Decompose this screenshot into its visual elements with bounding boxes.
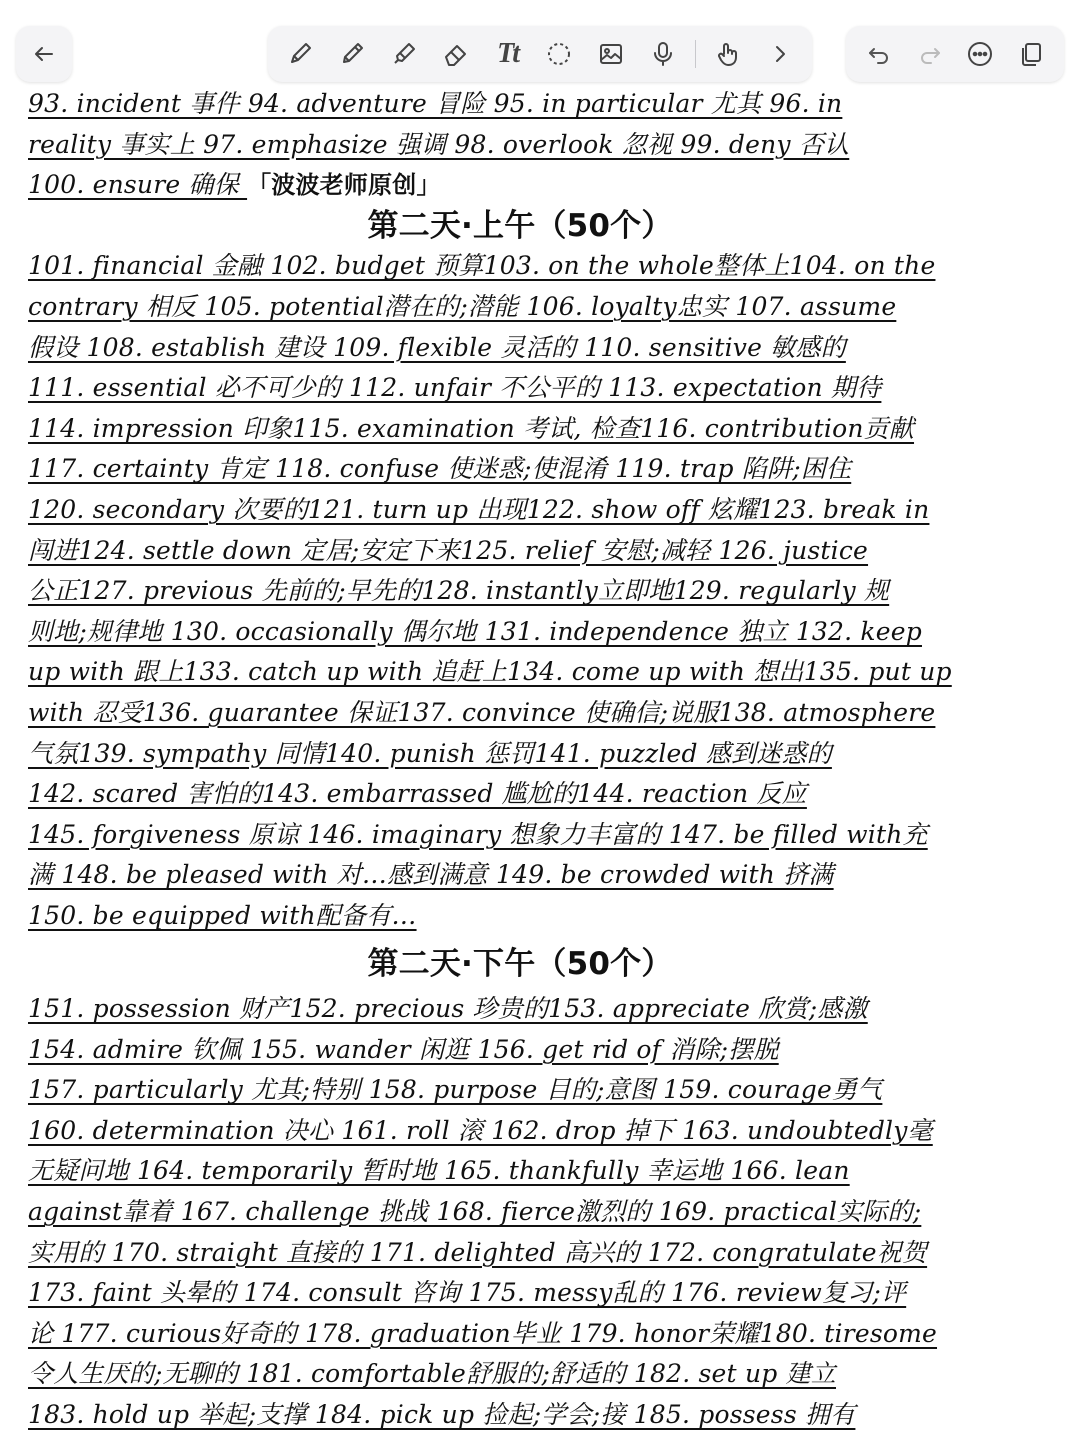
note-line: 183. hold up 举起;支撑 184. pick up 捡起;学会;接 185. possess 拥有 <box>28 1400 856 1429</box>
note-line: 114. impression 印象115. examination 考试, 检查116. contribution贡献 <box>28 413 915 443</box>
chevron-right-icon[interactable] <box>760 34 800 74</box>
note-line: contrary 相反 105. potential潜在的;潜能 106. loyalty忠实 107. assume <box>28 291 897 321</box>
lasso-icon[interactable] <box>539 34 579 74</box>
note-line: 论 177. curious好奇的 178. graduation毕业 179. honor荣耀180. tiresome <box>28 1318 938 1348</box>
note-line: 公正127. previous 先前的;早先的128. instantly立即地129. regularly 规 <box>28 576 890 606</box>
pencil-icon[interactable] <box>332 34 372 74</box>
note-line: 150. be equipped with配备有… <box>28 900 417 930</box>
pages-icon[interactable] <box>1011 34 1051 74</box>
text-tool-icon[interactable]: Tt <box>497 38 519 69</box>
credit-label: 「波波老师原创」 <box>247 171 441 200</box>
note-line: 气氛139. sympathy 同情140. punish 惩罚141. puzzled 感到迷惑的 <box>28 738 832 768</box>
note-line: up with 跟上133. catch up with 追赶上134. come up with 想出135. put up <box>28 657 952 687</box>
note-line: 闯进124. settle down 定居;安定下来125. relief 安慰;减轻 126. justice <box>28 535 869 565</box>
note-line: 142. scared 害怕的143. embarrassed 尴尬的144. reaction 反应 <box>28 779 807 809</box>
note-line: 154. admire 钦佩 155. wander 闲逛 156. get rid of 消除;摆脱 <box>28 1034 779 1064</box>
more-icon[interactable] <box>960 34 1000 74</box>
microphone-icon[interactable] <box>643 34 683 74</box>
note-line: with 忍受136. guarantee 保证137. convince 使确信;说服138. atmosphere <box>28 697 936 727</box>
highlighter-icon[interactable] <box>384 34 424 74</box>
pen-icon[interactable] <box>280 34 320 74</box>
note-line: reality 事实上 97. emphasize 强调 98. overlook 忽视 99. deny 否认 <box>28 129 850 159</box>
note-line: 173. faint 头晕的 174. consult 咨询 175. messy乱的 176. review复习;评 <box>28 1278 907 1308</box>
note-line: 117. certainty 肯定 118. confuse 使迷惑;使混淆 119. trap 陷阱;困住 <box>28 454 852 484</box>
note-line: 111. essential 必不可少的 112. unfair 不公平的 113. expectation 期待 <box>28 373 882 403</box>
note-line: 93. incident 事件 94. adventure 冒险 95. in particular 尤其 96. in <box>28 89 843 118</box>
undo-icon[interactable] <box>859 34 899 74</box>
section-heading-morning: 第二天·上午（50个） <box>367 207 673 244</box>
image-icon[interactable] <box>591 34 631 74</box>
note-line: 无疑问地 164. temporarily 暂时地 165. thankfully 幸运地 166. lean <box>28 1156 850 1186</box>
note-line: 假设 108. establish 建设 109. flexible 灵活的 110. sensitive 敏感的 <box>28 332 846 362</box>
eraser-icon[interactable] <box>436 34 476 74</box>
note-line: 151. possession 财产152. precious 珍贵的153. appreciate 欣赏;感激 <box>28 994 868 1024</box>
actions-toolbar <box>846 26 1064 82</box>
note-line: 157. particularly 尤其;特别 158. purpose 目的;意图 159. courage勇气 <box>28 1075 883 1105</box>
tools-toolbar <box>268 26 812 82</box>
note-line: 101. financial 金融 102. budget 预算103. on the whole整体上104. on the <box>28 251 936 281</box>
note-line: 145. forgiveness 原谅 146. imaginary 想象力丰富的 147. be filled with充 <box>28 819 928 849</box>
note-line: 满 148. be pleased with 对…感到满意 149. be crowded with 挤满 <box>28 860 834 890</box>
back-toolbar <box>16 26 72 82</box>
handwritten-note[interactable] <box>28 84 1052 1436</box>
note-line: 则地;规律地 130. occasionally 偶尔地 131. independence 独立 132. keep <box>28 616 922 646</box>
hand-pointer-icon[interactable] <box>708 34 748 74</box>
back-arrow-icon[interactable] <box>24 34 64 74</box>
toolbar-divider <box>695 40 696 68</box>
note-line: 实用的 170. straight 直接的 171. delighted 高兴的 172. congratulate祝贺 <box>28 1237 928 1267</box>
note-line: 令人生厌的;无聊的 181. comfortable舒服的;舒适的 182. set up 建立 <box>28 1359 836 1389</box>
redo-icon[interactable] <box>910 34 950 74</box>
section-heading-afternoon: 第二天·下午（50个） <box>367 946 673 983</box>
note-line: 160. determination 决心 161. roll 滚 162. drop 掉下 163. undoubtedly毫 <box>28 1115 933 1145</box>
note-line: 120. secondary 次要的121. turn up 出现122. show off 炫耀123. break in <box>28 494 930 524</box>
note-line: 100. ensure 确保 「波波老师原创」 <box>28 170 441 200</box>
note-line: against靠着 167. challenge 挑战 168. fierce激烈的 169. practical实际的; <box>28 1197 922 1227</box>
